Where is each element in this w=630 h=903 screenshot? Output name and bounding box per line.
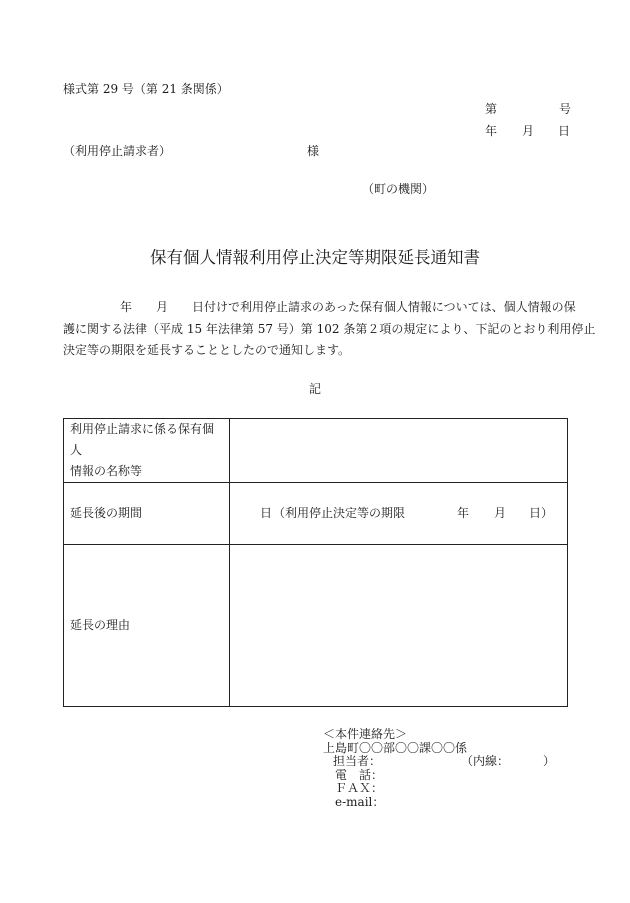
body-month: 月: [156, 300, 169, 314]
contact-email: e-mail：: [335, 794, 385, 809]
period-day: 日: [260, 506, 273, 520]
period-deadline-label: （利用停止決定等の期限: [273, 506, 406, 520]
agency-label: （町の機関）: [362, 182, 435, 196]
contact-department: 上島町〇〇部〇〇課〇〇係: [323, 740, 468, 755]
contact-phone: 電 話：: [335, 767, 384, 782]
issue-date-year: 年: [485, 124, 498, 138]
table-row: [64, 545, 568, 707]
notice-body-line-2: 護に関する法律（平成 15 年法律第 57 号）第 102 条第２項の規定により、下記のとおり利用停止: [63, 321, 596, 336]
ki-heading: 記: [308, 382, 321, 396]
contact-person-label: 担当者：: [333, 754, 382, 768]
contact-person: [323, 754, 556, 769]
details-table: [63, 418, 568, 707]
contact-heading: ＜本件連絡先＞: [323, 727, 408, 741]
period-month: 月: [494, 506, 507, 520]
table-row: [64, 419, 568, 483]
document-number-suffix: 号: [559, 102, 572, 116]
extended-period-text: [236, 503, 561, 524]
contact-extension-close: ）: [543, 754, 556, 768]
extended-period-label: 延長後の期間: [64, 483, 230, 545]
table-row: [64, 483, 568, 545]
form-number: 様式第 29 号（第 21 条関係）: [63, 82, 229, 96]
info-name-label-line-1: 利用停止請求に係る保有個人: [70, 422, 215, 457]
issue-date-month: 月: [522, 124, 535, 138]
document-title: 保有個人情報利用停止決定等期限延長通知書: [150, 248, 480, 267]
document-number-prefix: 第: [485, 102, 498, 116]
notice-body-line-1: [63, 297, 576, 319]
info-name-label-line-2: 情報の名称等: [70, 464, 143, 478]
period-year: 年: [457, 506, 470, 520]
honorific: 様: [307, 144, 320, 158]
info-name-label: [64, 419, 230, 483]
extension-reason-value[interactable]: [230, 545, 568, 707]
period-day-close: 日）: [529, 506, 554, 520]
notice-body: [63, 297, 596, 362]
extension-reason-label: 延長の理由: [64, 545, 230, 707]
body-year: 年: [120, 300, 133, 314]
contact-extension-label: （内線：: [461, 754, 510, 768]
contact-fax: ＦＡＸ：: [335, 781, 384, 795]
body-line1-text: 日付けで利用停止請求のあった保有個人情報については、個人情報の保: [192, 300, 576, 314]
issue-date-day: 日: [558, 124, 571, 138]
extended-period-value[interactable]: [230, 483, 568, 545]
notice-body-line-3: 決定等の期限を延長することとしたので通知します。: [63, 343, 351, 357]
contact-block: [323, 727, 556, 809]
requester-label: （利用停止請求者）: [63, 144, 172, 158]
info-name-value[interactable]: [230, 419, 568, 483]
